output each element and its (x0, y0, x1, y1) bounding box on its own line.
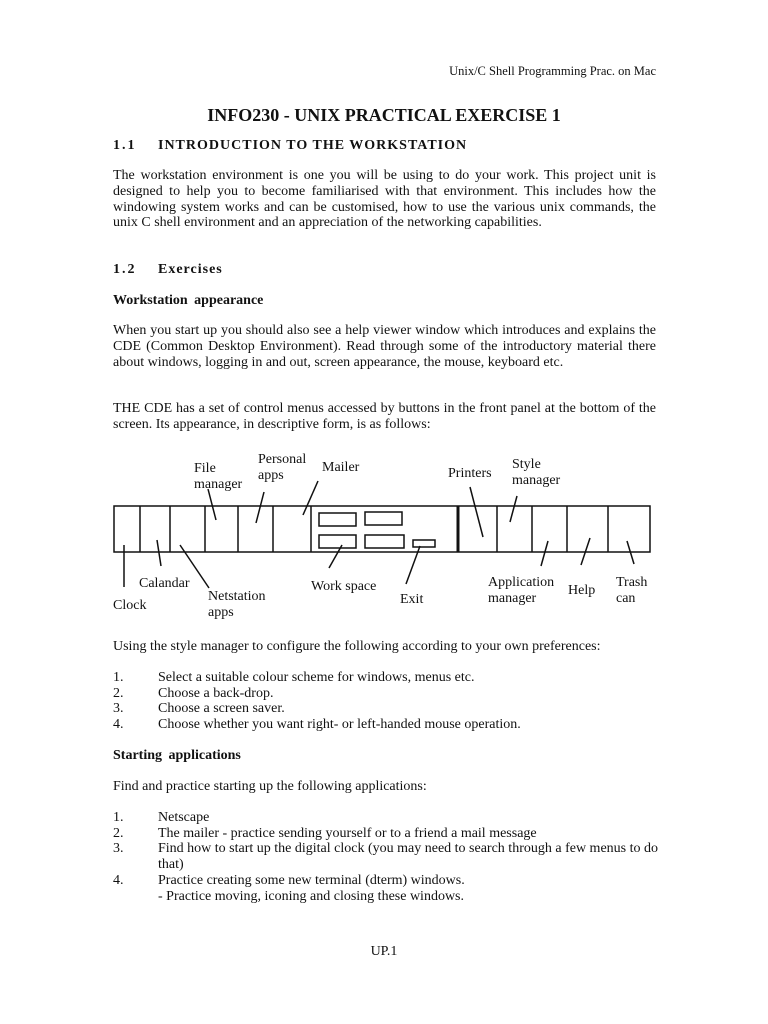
section-heading-intro (113, 138, 467, 154)
list-number: 1. (113, 810, 124, 825)
workspace-button-4 (365, 535, 404, 548)
list-item (113, 701, 658, 717)
cde-front-panel-diagram (0, 440, 768, 625)
list-text: Choose a screen saver. (158, 701, 285, 717)
list-text: Choose a back-drop. (158, 685, 274, 701)
section-number: 1.1 (113, 138, 137, 153)
list-item (113, 717, 658, 733)
front-panel-outline (114, 506, 650, 552)
list-item (113, 841, 658, 872)
label-application-manager-2: manager (488, 591, 537, 606)
label-file-manager: File (194, 461, 216, 476)
label-trash-can: Trash (616, 575, 648, 590)
list-text: Practice creating some new terminal (dterm) windows. (158, 872, 465, 888)
section-title: INTRODUCTION TO THE WORKSTATION (158, 138, 468, 153)
subheading-workstation-appearance: Workstation appearance (113, 293, 264, 308)
list-number: 1. (113, 670, 124, 685)
label-application-manager: Application (488, 575, 555, 590)
label-file-manager-2: manager (194, 477, 243, 492)
list-text: Find how to start up the digital clock (you may need to search through a few menus to do that) (158, 841, 659, 873)
workspace-button-3 (319, 535, 356, 548)
exit-button (413, 540, 435, 547)
label-trash-can-2: can (616, 591, 636, 606)
section-number: 1.2 (113, 262, 137, 277)
subheading-starting-applications: Starting applications (113, 748, 241, 763)
starting-applications-steps (113, 810, 658, 904)
label-personal-apps-2: apps (258, 468, 284, 483)
label-help: Help (568, 583, 596, 598)
style-manager-intro: Using the style manager to configure the following according to your own preferences: (113, 639, 601, 654)
section-title: Exercises (158, 262, 223, 277)
label-style-manager: Style (512, 457, 541, 472)
list-item (113, 873, 658, 904)
workstation-paragraph-2: THE CDE has a set of control menus accessed by buttons in the front panel at the bottom of the screen. Its appearance, in descriptive form, is as follows: (113, 401, 656, 432)
label-calandar: Calandar (139, 576, 190, 591)
list-subtext: - Practice moving, iconing and closing these windows. (158, 888, 464, 904)
page-title: INFO230 - UNIX PRACTICAL EXERCISE 1 (207, 105, 561, 125)
label-netstation-apps-2: apps (208, 605, 234, 620)
style-manager-steps (113, 670, 658, 733)
list-number: 3. (113, 701, 124, 717)
list-item (113, 670, 658, 686)
label-work-space: Work space (311, 579, 377, 594)
list-number: 2. (113, 825, 124, 841)
list-item (113, 826, 658, 842)
list-text: Choose whether you want right- or left-handed mouse operation. (158, 717, 521, 733)
label-mailer: Mailer (322, 460, 360, 475)
label-netstation-apps: Netstation (208, 589, 266, 604)
workspace-button-1 (319, 513, 356, 526)
list-number: 4. (113, 717, 124, 733)
label-style-manager-2: manager (512, 473, 561, 488)
label-personal-apps: Personal (258, 452, 307, 467)
list-text: The mailer - practice sending yourself or to a friend a mail message (158, 825, 537, 841)
workstation-paragraph-1: When you start up you should also see a help viewer window which introduces and explains the CDE (Common Desktop Environment). Read through some of the introductory material there about windows, logging in and out, screen appearance, the mouse, keyboard etc. (113, 323, 656, 370)
list-text: Select a suitable colour scheme for windows, menus etc. (158, 670, 475, 685)
section-heading-exercises (113, 262, 223, 278)
page-footer: UP.1 (370, 944, 398, 959)
label-printers: Printers (448, 466, 492, 481)
list-item (113, 686, 658, 702)
workspace-button-2 (365, 512, 402, 525)
list-number: 4. (113, 872, 124, 888)
label-exit: Exit (400, 592, 424, 607)
list-number: 2. (113, 685, 124, 701)
intro-paragraph: The workstation environment is one you will be using to do your work. This project unit is designed to help you to become familiarised with that environment. This includes how the windowing system works and can be customised, how to use the various unix commands, the unix C shell environment and an appreciation of the networking capabilities. (113, 168, 656, 231)
label-clock: Clock (113, 598, 147, 613)
starting-applications-intro: Find and practice starting up the following applications: (113, 779, 427, 794)
list-text: Netscape (158, 810, 210, 825)
running-header: Unix/C Shell Programming Prac. on Mac (449, 64, 656, 78)
list-item (113, 810, 658, 826)
list-number: 3. (113, 841, 124, 857)
